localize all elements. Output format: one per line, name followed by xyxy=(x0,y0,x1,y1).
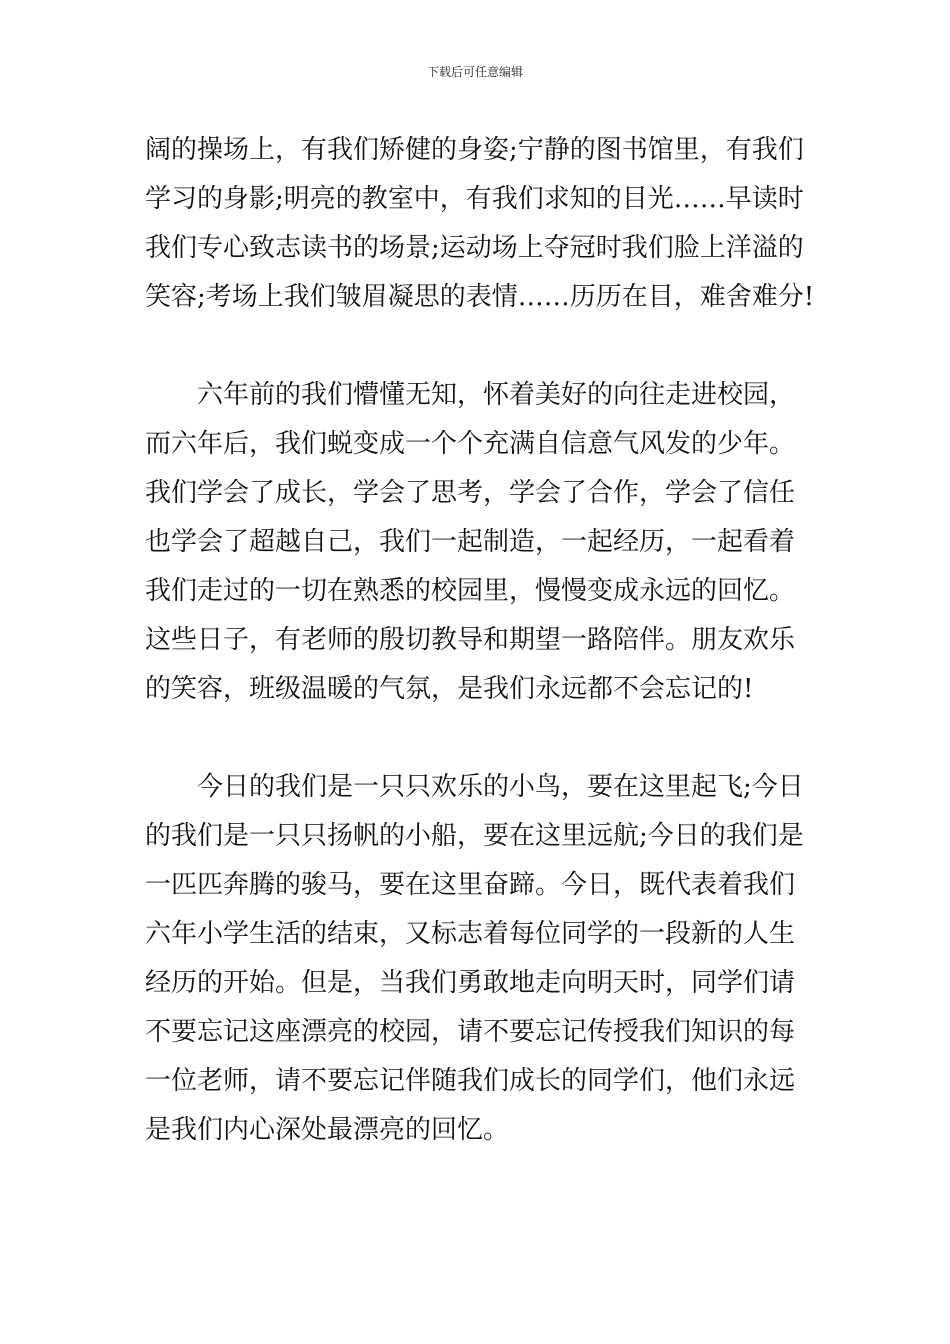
paragraph-line: 的我们是一只只扬帆的小船，要在这里远航;今日的我们是 xyxy=(145,821,804,851)
paragraph-line: 六年小学生活的结束，又标志着每位同学的一段新的人生 xyxy=(145,919,796,949)
paragraph-line: 经历的开始。但是，当我们勇敢地走向明天时，同学们请 xyxy=(145,968,796,998)
paragraph-line: 学习的身影;明亮的教室中，有我们求知的目光……早读时 xyxy=(145,184,804,214)
paragraph-line: 不要忘记这座漂亮的校园，请不要忘记传授我们知识的每 xyxy=(145,1017,796,1047)
paragraph-line: 今日的我们是一只只欢乐的小鸟，要在这里起飞;今日 xyxy=(197,772,804,802)
paragraph-1 xyxy=(145,126,815,322)
document-body xyxy=(145,126,815,1155)
paragraph-line: 一匹匹奔腾的骏马，要在这里奋蹄。今日，既代表着我们 xyxy=(145,870,796,900)
page-header-note: 下载后可任意编辑 xyxy=(426,65,523,79)
paragraph-line: 六年前的我们懵懂无知，怀着美好的向往走进校园， xyxy=(197,380,796,410)
paragraph-2 xyxy=(145,371,815,714)
paragraph-line: 笑容;考场上我们皱眉凝思的表情……历历在目，难舍难分! xyxy=(145,282,815,312)
paragraph-line: 我们走过的一切在熟悉的校园里，慢慢变成永远的回忆。 xyxy=(145,576,796,606)
paragraph-spacer xyxy=(145,322,815,371)
paragraph-line: 这些日子，有老师的殷切教导和期望一路陪伴。朋友欢乐 xyxy=(145,625,796,655)
paragraph-line: 而六年后，我们蜕变成一个个充满自信意气风发的少年。 xyxy=(145,429,796,459)
paragraph-line: 我们学会了成长，学会了思考，学会了合作，学会了信任 xyxy=(145,478,796,508)
paragraph-line: 阔的操场上，有我们矫健的身姿;宁静的图书馆里，有我们 xyxy=(145,135,804,165)
paragraph-line: 也学会了超越自己，我们一起制造，一起经历，一起看着 xyxy=(145,527,796,557)
paragraph-line: 是我们内心深处最漂亮的回忆。 xyxy=(145,1115,510,1145)
paragraph-spacer xyxy=(145,714,815,763)
paragraph-3 xyxy=(145,763,815,1155)
paragraph-line: 我们专心致志读书的场景;运动场上夺冠时我们脸上洋溢的 xyxy=(145,233,804,263)
paragraph-line: 的笑容，班级温暖的气氛，是我们永远都不会忘记的! xyxy=(145,674,754,704)
paragraph-line: 一位老师，请不要忘记伴随我们成长的同学们，他们永远 xyxy=(145,1066,796,1096)
